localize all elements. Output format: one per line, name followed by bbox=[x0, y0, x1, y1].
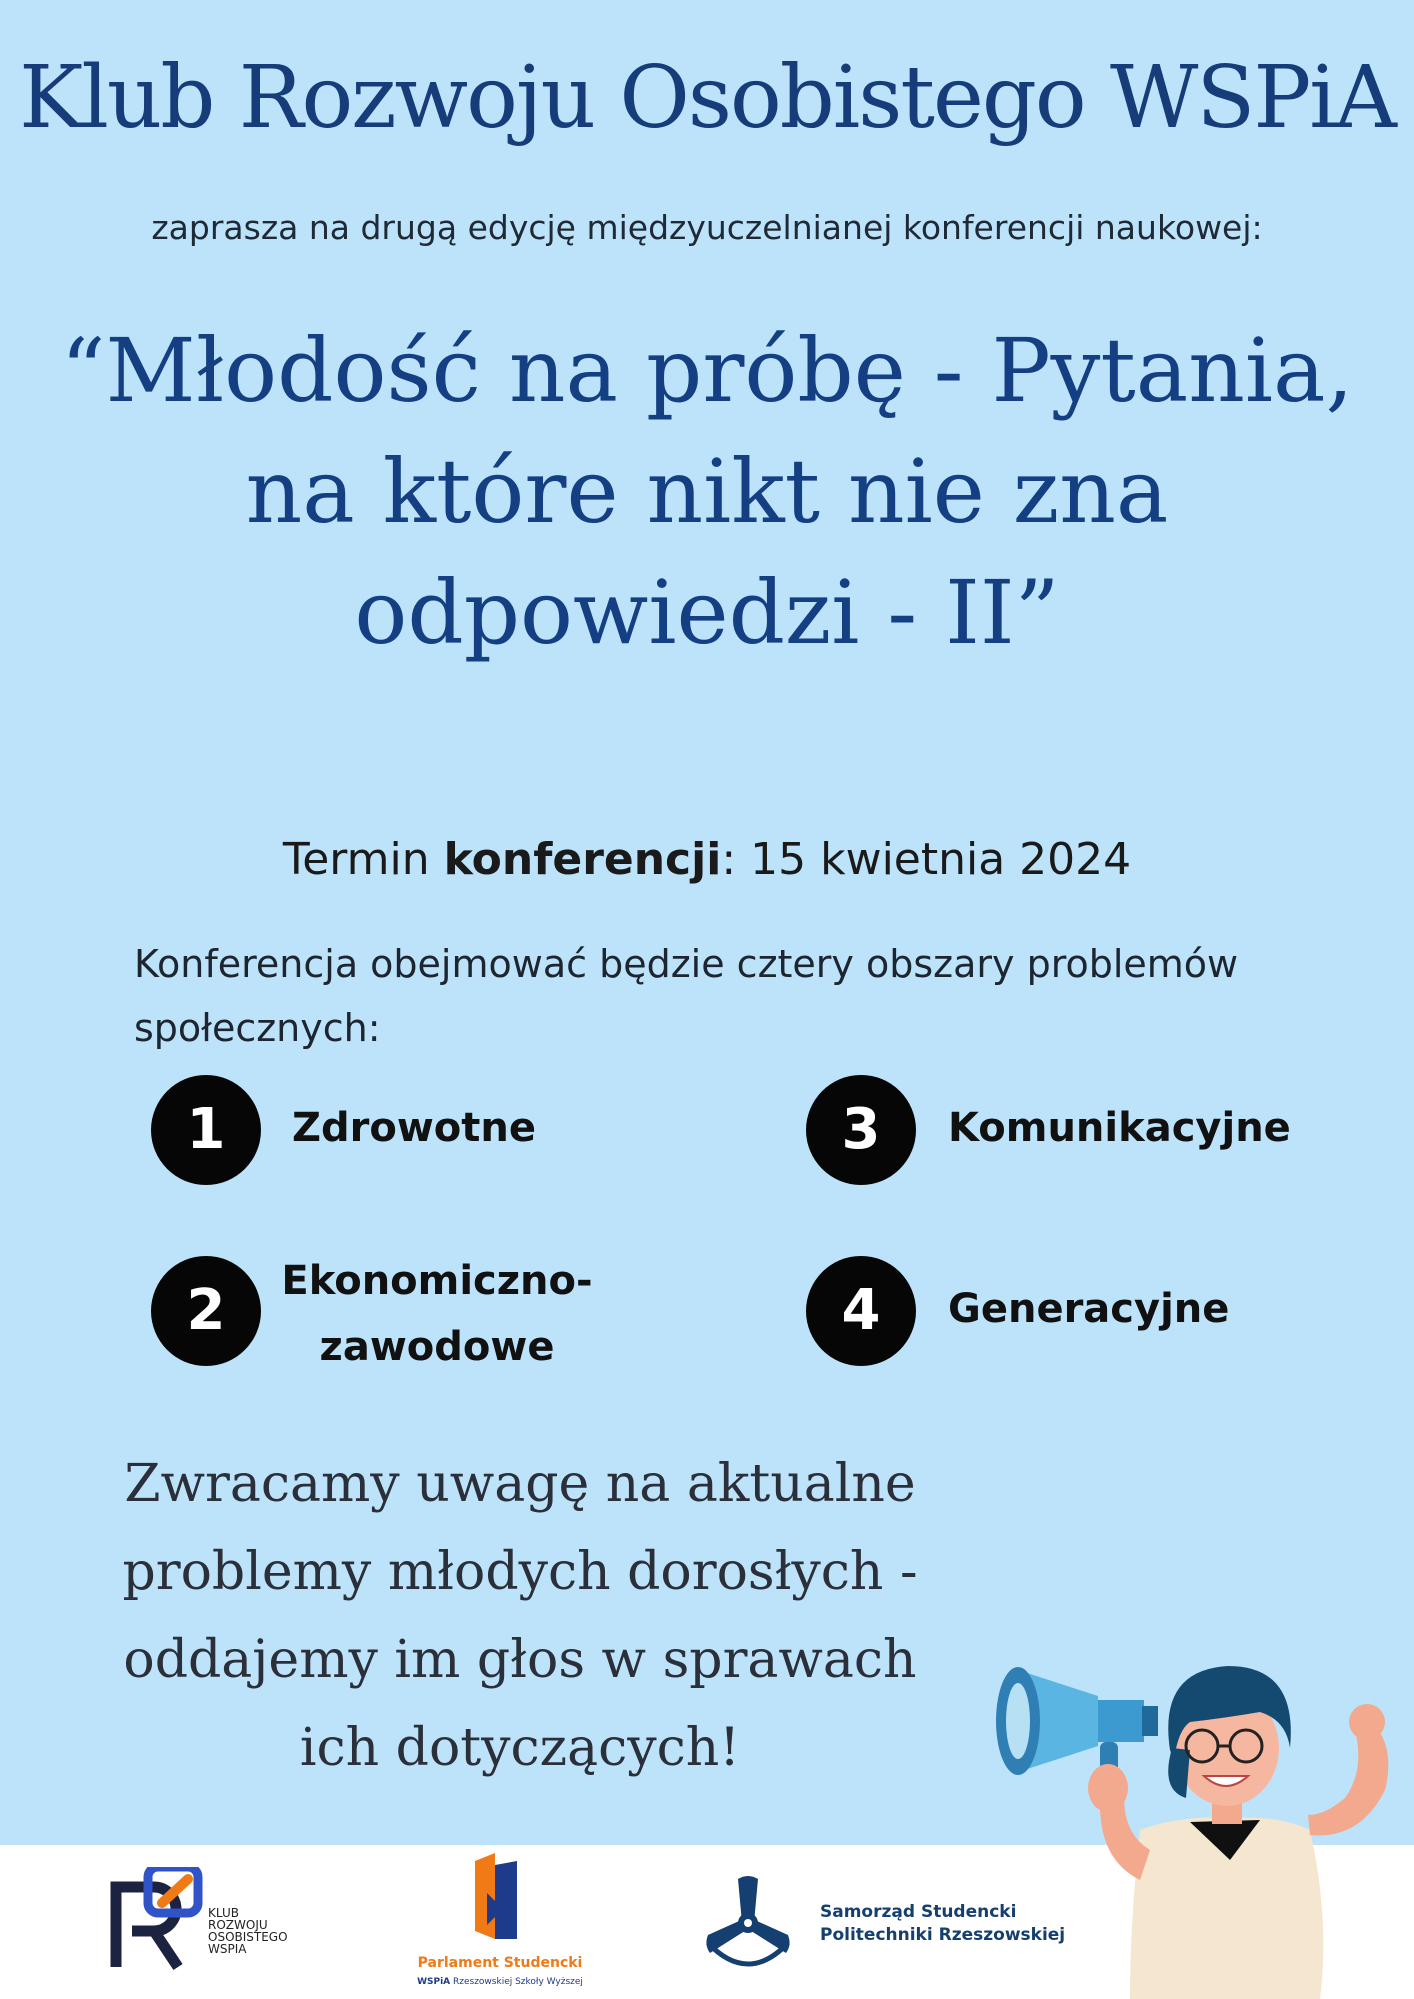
kro-logo-line: OSOBISTEGO bbox=[208, 1930, 288, 1944]
slogan-line: ich dotyczących! bbox=[299, 1718, 741, 1778]
date-value: : 15 kwietnia 2024 bbox=[721, 834, 1132, 885]
parlament-logo-sub-bold: WSPiA bbox=[417, 1977, 451, 1987]
kro-logo-text bbox=[208, 1907, 288, 1955]
conference-title bbox=[40, 310, 1374, 673]
slogan bbox=[80, 1440, 960, 1792]
area-label-line: zawodowe bbox=[319, 1324, 555, 1370]
conference-title-line: “Młodość na próbę - Pytania, bbox=[60, 319, 1354, 422]
number-badge-4: 4 bbox=[806, 1256, 916, 1366]
conference-date bbox=[0, 834, 1414, 885]
number-badge-3: 3 bbox=[806, 1075, 916, 1185]
samorzad-logo-line: Politechniki Rzeszowskiej bbox=[820, 1925, 1066, 1945]
areas-intro-line: społecznych: bbox=[134, 1006, 381, 1050]
number-badge-1: 1 bbox=[151, 1075, 261, 1185]
area-label-communication: Komunikacyjne bbox=[948, 1105, 1291, 1151]
club-title: Klub Rozwoju Osobistego WSPiA bbox=[19, 48, 1395, 148]
area-label-health: Zdrowotne bbox=[292, 1105, 537, 1151]
parlament-logo-sub: Rzeszowskiej Szkoły Wyższej bbox=[450, 1977, 583, 1987]
parlament-logo-icon bbox=[473, 1853, 519, 1939]
kro-logo-line: ROZWOJU bbox=[208, 1918, 268, 1932]
kro-logo-line: WSPIA bbox=[208, 1942, 247, 1956]
samorzad-logo-line: Samorząd Studencki bbox=[820, 1902, 1017, 1922]
area-label-line: Ekonomiczno- bbox=[281, 1258, 593, 1304]
area-label-generational: Generacyjne bbox=[948, 1286, 1230, 1332]
invitation-text: zaprasza na drugą edycję międzyuczelnianej konferencji naukowej: bbox=[151, 208, 1263, 247]
kro-logo-icon bbox=[108, 1867, 208, 1975]
area-label-economic bbox=[262, 1248, 612, 1380]
number-badge-2: 2 bbox=[151, 1256, 261, 1366]
conference-title-line: na które nikt nie zna bbox=[245, 440, 1169, 543]
parlament-logo-title: Parlament Studencki bbox=[417, 1955, 583, 1971]
slogan-line: oddajemy im głos w sprawach bbox=[123, 1630, 917, 1690]
parlament-logo-subtitle bbox=[380, 1977, 620, 1987]
kro-logo-line: KLUB bbox=[208, 1906, 239, 1920]
slogan-line: Zwracamy uwagę na aktualne bbox=[124, 1454, 916, 1514]
areas-intro-line: Konferencja obejmować będzie cztery obszary problemów bbox=[134, 942, 1239, 986]
megaphone-woman-illustration bbox=[990, 1630, 1414, 1999]
date-bold: konferencji bbox=[443, 834, 722, 885]
slogan-line: problemy młodych dorosłych - bbox=[122, 1542, 918, 1602]
propeller-logo-icon bbox=[698, 1873, 798, 1973]
areas-intro bbox=[134, 932, 1334, 1060]
date-prefix: Termin bbox=[282, 834, 444, 885]
conference-title-line: odpowiedzi - II” bbox=[354, 561, 1060, 664]
